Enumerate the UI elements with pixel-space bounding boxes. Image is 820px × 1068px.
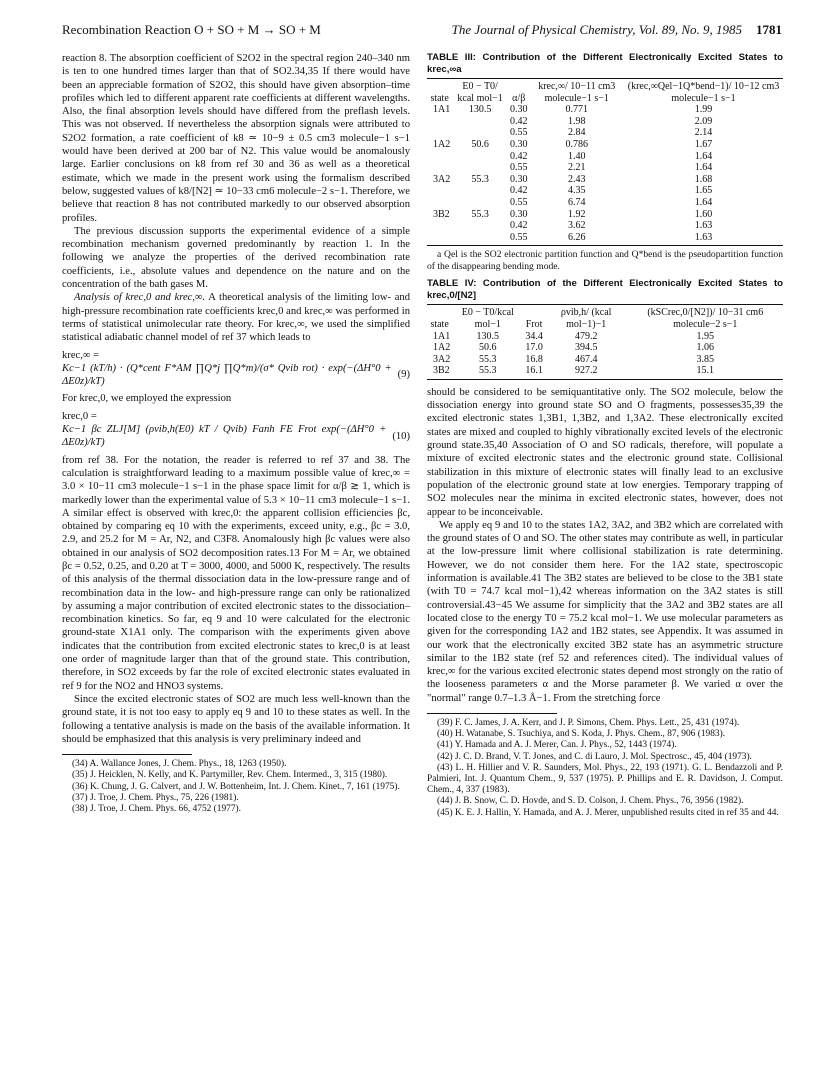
table-cell: 394.5 [574, 342, 598, 354]
table-cell: 3.85 [696, 353, 715, 365]
table-cell: 16.1 [523, 365, 545, 379]
equation-9 [62, 349, 410, 389]
table-header-cell: ρvib,h/ (kcal mol−1)−1 [545, 305, 628, 331]
table-cell: 55.3 [479, 353, 497, 365]
reference-item: (40) H. Watanabe, S. Tsuchiya, and S. Koda, J. Phys. Chem., 87, 906 (1983). [437, 729, 726, 740]
reference-item: (41) Y. Hamada and A. J. Merer, Can. J. Phys., 52, 1443 (1974). [437, 740, 677, 751]
journal-name: The Journal of Physical Chemistry, Vol. 89, No. 9, 1985 [451, 22, 742, 37]
table-cell [427, 232, 452, 246]
table-cell: 130.5 [476, 330, 500, 342]
table-cell: 1.40 [567, 150, 586, 162]
table-cell: 0.55 [509, 162, 528, 174]
table-cell: 1.67 [694, 138, 713, 150]
table-header-cell: E0 − T0/kcal mol−1 [452, 305, 523, 331]
paragraph: For krec,0, we employed the expression [62, 393, 232, 405]
table-cell: 1.98 [567, 115, 586, 127]
table-cell: 0.55 [509, 196, 528, 208]
table-cell [452, 127, 508, 139]
table-cell: 1.64 [694, 162, 713, 174]
table-header-cell: state [427, 305, 452, 331]
equation-lhs: krec,∞ = [62, 349, 100, 361]
reference-item: (37) J. Troe, J. Chem. Phys., 75, 226 (1981). [72, 792, 239, 803]
table-cell: 0.42 [509, 220, 528, 232]
table-cell: 1.99 [694, 104, 713, 116]
table-row [427, 354, 783, 366]
paragraph-text: A theoretical analysis of the limiting low- and high-pressure recombination rate coefficients krec,0 and krec,∞ was performed in terms of statistical unimolecular rate theory. For krec,∞, we used the simplified statistical adiabatic channel model of ref 37 which leads to [62, 292, 410, 344]
table-cell: 479.2 [574, 330, 598, 342]
table-cell [452, 151, 508, 163]
table-cell: 3B2 [433, 208, 450, 220]
table-cell [452, 116, 508, 128]
table-3-footnote: a Qel is the SO2 electronic partition function and Q*bend is the pseudopartition function of the disappearing bending mode. [427, 249, 783, 272]
table-cell [452, 197, 508, 209]
reference-item: (39) F. C. James, J. A. Kerr, and J. P. Simons, Chem. Phys. Lett., 25, 431 (1974). [437, 718, 740, 728]
table-header-cell: Frot [523, 305, 545, 331]
table-cell: 0.42 [509, 185, 528, 197]
table-cell: 15.1 [628, 365, 783, 379]
table-row [427, 220, 783, 232]
table-cell [452, 185, 508, 197]
table-cell: 55.3 [471, 173, 489, 185]
table-cell: 6.74 [567, 196, 586, 208]
table-cell [427, 151, 452, 163]
paragraph: reaction 8. The absorption coefficient of S2O2 in the spectral region 240–340 nm is ten to one hundred times larger than that of SO2.34,35 If there would have been an appreciable formation of S2O2, this should have given absorption–time profiles which led to different apparent rate coefficients at different wavelengths. Also, the final absorption levels should have differed from the preflash levels. This was not observed. If nevertheless the absorption signals were attributed to S2O2 formation, a rate coefficient of k8 ≃ 10−9 ± 0.5 cm3 molecule−1 s−1 would have been derived at 200 bar of N2. This value would be anomalously large. Earlier conclusions on k8 from ref 30 and 36 as well as a theoretical estimate, which we made in the present work using the formalism described below, suggested values of k8/[N2] ≃ 10−33 cm6 molecule−2 s−1. Therefore, we believe that reaction 8 has not contributed markedly to our observed absorption profiles. [62, 53, 410, 224]
section-heading: Analysis of krec,0 and krec,∞. [74, 292, 206, 304]
table-cell: 1A1 [433, 104, 451, 116]
table-row [427, 197, 783, 209]
reference-list [427, 718, 783, 819]
table-header-cell: state [427, 79, 452, 105]
table-header-cell: (krec,∞Qel−1Q*bend−1)/ 10−12 cm3 molecule−1 s−1 [624, 79, 783, 105]
table-cell: 34.4 [525, 330, 543, 342]
table-cell [427, 162, 452, 174]
paragraph: The previous discussion supports the experimental evidence of a simple recombination mechanism governed predominantly by reaction 1. In the following we analyze the properties of the derived recombination rate coefficients, i.e., absolute values and dependence on the nature and on the concentration of the bath gases M. [62, 225, 410, 291]
table-cell [427, 197, 452, 209]
table-row [427, 331, 783, 343]
table-cell: 0.786 [565, 138, 588, 150]
equation-number: (9) [397, 369, 410, 381]
equation-body: Kc−1 (kT/h) · (Q*cent F*AM ∏Q*j ∏Q*m)/(σ* Qvib rot) · exp(−(ΔH°0 + ΔE0z)/kT) [62, 362, 392, 388]
table-cell: 1A1 [433, 330, 451, 342]
table-cell: 0.42 [509, 150, 528, 162]
table-header-cell: α/β [508, 79, 530, 105]
paragraph: We apply eq 9 and 10 to the states 1A2, 3A2, and 3B2 which are correlated with the ground states of O and SO. The other states may contribute as well, in particular at the low-pressure limit where collisional stabilization is rate determining. However, we do not consider them here. For the 1A2 state, spectroscopic information is available.41 The 3B2 states are believed to be close to the 3B1 state (with T0 = 74.7 kcal mol−1),42 whereas information on the 3A2 states is still controversial.43−45 We assume for simplicity that the 3A2 and 3B2 states are all located close to the energy T0 = 75.2 kcal mol−1. We use molecular parameters as given for the corresponding 1A2 and 1B2 states, see Appendix. It was assumed in our work that the electronically excited 3B2 state has an asymmetric structure similar to the 1B2 state (ref 52 and references cited). The individual values of krec,∞ for the various excited electronic states depend most strongly on the ratio of the looseness parameters α and the Morse parameter β. We varied α over the "normal" range 0.7–1.3 Å−1. From the stretching force [427, 519, 783, 704]
equation-10 [62, 410, 410, 450]
table-cell [452, 232, 508, 246]
table-row [427, 185, 783, 197]
table-cell: 0.55 [509, 127, 528, 139]
journal-citation [452, 22, 782, 38]
reference-item: (45) K. E. J. Hallin, Y. Hamada, and A. J. Merer, unpublished results cited in ref 35 and 44. [437, 807, 779, 818]
reference-item: (43) L. H. Hillier and V. R. Saunders, Mol. Phys., 22, 193 (1971). G. L. Bendazzoli and P. Palmieri, Int. J. Quantum Chem., 9, 537 (1975). P. Phillips and E. R. Davidson, J. Comput. Chem., 4, 337 (1983). [427, 762, 783, 796]
table-cell [427, 220, 452, 232]
table-cell: 1.63 [624, 232, 783, 246]
running-header [62, 22, 782, 44]
table-cell: 0.771 [565, 104, 588, 116]
table-cell: 1.64 [694, 196, 713, 208]
table-row [427, 139, 783, 151]
table-row [427, 365, 783, 379]
table-cell [452, 162, 508, 174]
table-cell: 50.6 [479, 342, 497, 354]
table-row [427, 209, 783, 221]
table-cell: 3A2 [433, 173, 451, 185]
table-row [427, 104, 783, 116]
table-row [427, 151, 783, 163]
table-cell: 6.26 [529, 232, 624, 246]
table-cell: 0.42 [509, 115, 528, 127]
table-header-cell: (kSCrec,0/[N2])/ 10−31 cm6 molecule−2 s−1 [628, 305, 783, 331]
table-cell: 0.55 [508, 232, 530, 246]
reference-item: (35) J. Heicklen, N. Kelly, and K. Partymiller, Rev. Chem. Intermed., 3, 315 (1980). [72, 770, 388, 781]
equation-body: Kc−1 βc ZLJ[M] (ρvib,h(E0) kT / Qvib) Fanh FE Frot exp(−(ΔH°0 + ΔE0z)/kT) [62, 424, 387, 449]
table-cell: 1.63 [694, 220, 713, 232]
table-cell: 927.2 [545, 365, 628, 379]
left-column [62, 52, 410, 815]
reference-item: (42) J. C. D. Brand, V. T. Jones, and C. di Lauro, J. Mol. Spectrosc., 45, 404 (1973). [437, 751, 752, 762]
table-cell: 2.14 [694, 127, 713, 139]
table-4 [427, 304, 783, 380]
table-cell: 16.8 [525, 353, 543, 365]
table-cell: 0.30 [509, 138, 528, 150]
table-cell: 2.21 [567, 162, 586, 174]
table-cell: 4.35 [567, 185, 586, 197]
table-cell: 0.30 [509, 208, 528, 220]
table-cell: 55.3 [471, 208, 489, 220]
table-row [427, 174, 783, 186]
paragraph: from ref 38. For the notation, the reader is referred to ref 37 and 38. The calculation is straightforward leading to a maximum possible value of krec,∞ = 3.0 × 10−11 cm3 molecule−1 s−1 in the phase space limit for α/β ≳ 1, which is markedly lower than the experimental value of 5.3 × 10−11 cm3 molecule−1 s−1. A similar effect is observed with krec,0: the apparent collision efficiencies βc, obtained by comparing eq 10 with the experiments, exceed unity, e.g., βc = 3.0, 2.9, and 25.2 for M = Ar, N2, and C3F8. Anomalously high βc values were also obtained in our analysis of SO2 decomposition rates.13 For M = Ar, we obtained βc = 0.52, 0.25, and 0.20 at T = 3000, 4000, and 5000 K, respectively. The results of this analysis of the thermal dissociation data in the low-pressure range and of recombination data in the low- and high-pressure range can only be rationalized by assuming a major contribution of excited electronic states to the dissociation–recombination kinetics. So far, eq 9 and 10 were calculated for the electronic ground-state X1A1 only. The comparison with the experiments given above indicates that the contribution from excited electronic states to krec,0 is at least one order of magnitude larger than that of the ground state. This contribution, therefore, in SO2 exceeds by far the role of excited electronic states evaluated in ref 9 for the NO2 and HNO3 systems. [62, 454, 410, 692]
table-row [427, 127, 783, 139]
table-row [427, 162, 783, 174]
table-cell [427, 116, 452, 128]
table-cell: 1.06 [696, 342, 715, 354]
table-cell: 467.4 [574, 353, 598, 365]
table-header-cell: E0 − T0/ kcal mol−1 [452, 79, 508, 105]
table-cell: 1A2 [433, 138, 451, 150]
table-cell: 0.30 [509, 104, 528, 116]
table-cell: 17.0 [525, 342, 543, 354]
running-title: Recombination Reaction O + SO + M → SO + M [62, 22, 321, 37]
table-3-caption: TABLE III: Contribution of the Different Electronically Excited States to krec,∞a [427, 52, 783, 75]
table-cell: 2.84 [567, 127, 586, 139]
footnote-divider [427, 713, 557, 714]
table-cell: 1A2 [433, 342, 451, 354]
footnote-divider [62, 754, 192, 755]
equation-number: (10) [392, 430, 410, 442]
right-column [427, 52, 783, 819]
table-3 [427, 78, 783, 246]
reference-list [62, 759, 410, 815]
reference-item: (44) J. B. Snow, C. D. Hovde, and S. D. Colson, J. Chem. Phys., 76, 3956 (1982). [437, 796, 744, 807]
table-cell [427, 127, 452, 139]
table-cell: 1.65 [694, 185, 713, 197]
table-cell: 1.68 [694, 173, 713, 185]
table-cell: 3B2 [427, 365, 452, 379]
table-row [427, 232, 783, 246]
table-cell: 3.62 [567, 220, 586, 232]
paragraph [62, 291, 410, 344]
table-cell: 1.92 [567, 208, 586, 220]
table-cell: 0.30 [509, 173, 528, 185]
table-4-caption: TABLE IV: Contribution of the Different Electronically Excited States to krec,0/[N2] [427, 278, 783, 301]
paragraph: Since the excited electronic states of SO2 are much less well-known than the ground state, it is not too easy to apply eq 9 and 10 to these states as well. In the following a tentative analysis is made on the basis of the available information. It should be emphasized that this analysis is very preliminary indeed and [62, 693, 410, 745]
page-number: 1781 [756, 22, 782, 37]
reference-item: (34) A. Wallance Jones, J. Chem. Phys., 18, 1263 (1950). [72, 759, 287, 770]
reference-item: (38) J. Troe, J. Chem. Phys. 66, 4752 (1977). [72, 803, 242, 814]
table-cell: 50.6 [471, 138, 489, 150]
table-cell: 3A2 [433, 353, 451, 365]
table-cell: 55.3 [452, 365, 523, 379]
equation-lhs: krec,0 = [62, 410, 97, 422]
table-cell [427, 185, 452, 197]
table-row [427, 116, 783, 128]
table-cell: 130.5 [468, 104, 492, 116]
reference-item: (36) K. Chung, J. G. Calvert, and J. W. Bottenheim, Int. J. Chem. Kinet., 7, 161 (1975). [72, 781, 400, 792]
paragraph: should be considered to be semiquantitative only. The SO2 molecule, below the dissociation energy into ground state SO and O fragments, possesses35,39 the excited electronic states 1,3B1, 1,3B2, and 1,3A2. These electronically excited states are mixed and coupled to highly vibrationally excited levels of the electronic ground state.35,40 Association of O and SO radicals, therefore, will populate a mixture of excited electronic states and the electronic ground state. Collisional stabilization in this mixture of electronic states will finally lead to an exclusive population of the electronic ground state at low energies. Temporary trapping of SO2 molecules near the minima in excited electronic states, however, does not appear to be inconceivable. [427, 386, 783, 518]
table-cell: 1.64 [694, 150, 713, 162]
table-cell [452, 220, 508, 232]
table-row [427, 342, 783, 354]
table-cell: 1.60 [694, 208, 713, 220]
table-cell: 2.09 [694, 115, 713, 127]
table-header-cell: krec,∞/ 10−11 cm3 molecule−1 s−1 [529, 79, 624, 105]
table-cell: 1.95 [696, 330, 715, 342]
table-cell: 2.43 [567, 173, 586, 185]
